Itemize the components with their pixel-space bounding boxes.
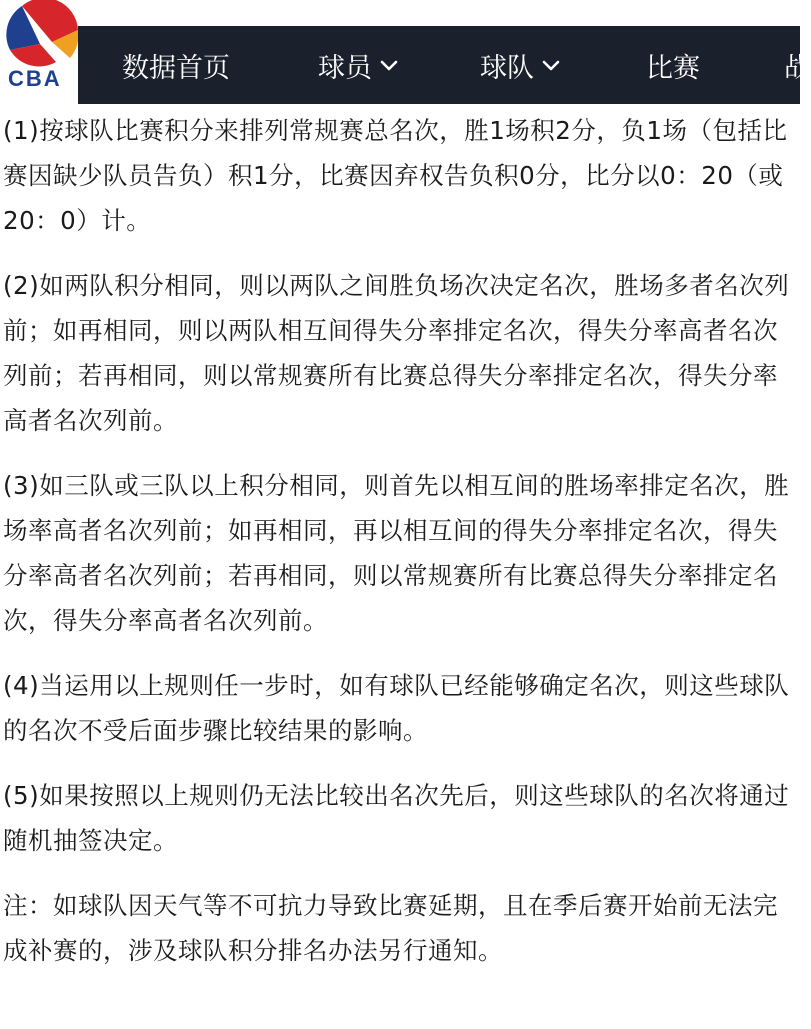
rule-paragraph-3: (3)如三队或三队以上积分相同，则首先以相互间的胜场率排定名次，胜场率高者名次列前；如再相同，再以相互间的得失分率排定名次，得失分率高者名次列前；若再相同，则以常规赛所有比赛总得失分率排定名次，得失分率高者名次列前。 xyxy=(3,471,790,635)
rule-paragraph-5: (5)如果按照以上规则仍无法比较出名次先后，则这些球队的名次将通过随机抽签决定。 xyxy=(3,781,790,855)
nav-label: 数据首页 xyxy=(122,52,230,84)
main-nav xyxy=(78,26,811,104)
chevron-down-icon xyxy=(540,54,562,76)
nav-label: 战 xyxy=(784,52,811,84)
note-paragraph: 注：如球队因天气等不可抗力导致比赛延期，且在季后赛开始前无法完成补赛的，涉及球队积分排名办法另行通知。 xyxy=(3,891,778,965)
rule-paragraph-2: (2)如两队积分相同，则以两队之间胜负场次决定名次，胜场多者名次列前；如再相同，则以两队相互间得失分率排定名次，得失分率高者名次列前；若再相同，则以常规赛所有比赛总得失分率排定名次，得失分率高者名次列前。 xyxy=(3,271,790,435)
nav-label: 球队 xyxy=(480,52,534,84)
logo-text: CBA xyxy=(8,66,62,91)
nav-label: 比赛 xyxy=(646,52,700,84)
nav-label: 球员 xyxy=(318,52,372,84)
nav-players[interactable] xyxy=(318,26,400,104)
nav-partial-item[interactable] xyxy=(784,26,811,104)
top-bar xyxy=(0,0,811,104)
nav-teams[interactable] xyxy=(480,26,562,104)
cba-logo[interactable] xyxy=(0,0,90,96)
rules-content xyxy=(3,108,793,993)
rule-paragraph-1: (1)按球队比赛积分来排列常规赛总名次，胜1场积2分，负1场（包括比赛因缺少队员告负）积1分，比赛因弃权告负积0分，比分以0：20（或20：0）计。 xyxy=(3,116,788,235)
nav-data-home[interactable] xyxy=(122,26,230,104)
nav-games[interactable] xyxy=(646,26,700,104)
rule-paragraph-4: (4)当运用以上规则任一步时，如有球队已经能够确定名次，则这些球队的名次不受后面步骤比较结果的影响。 xyxy=(3,671,790,745)
chevron-down-icon xyxy=(378,54,400,76)
